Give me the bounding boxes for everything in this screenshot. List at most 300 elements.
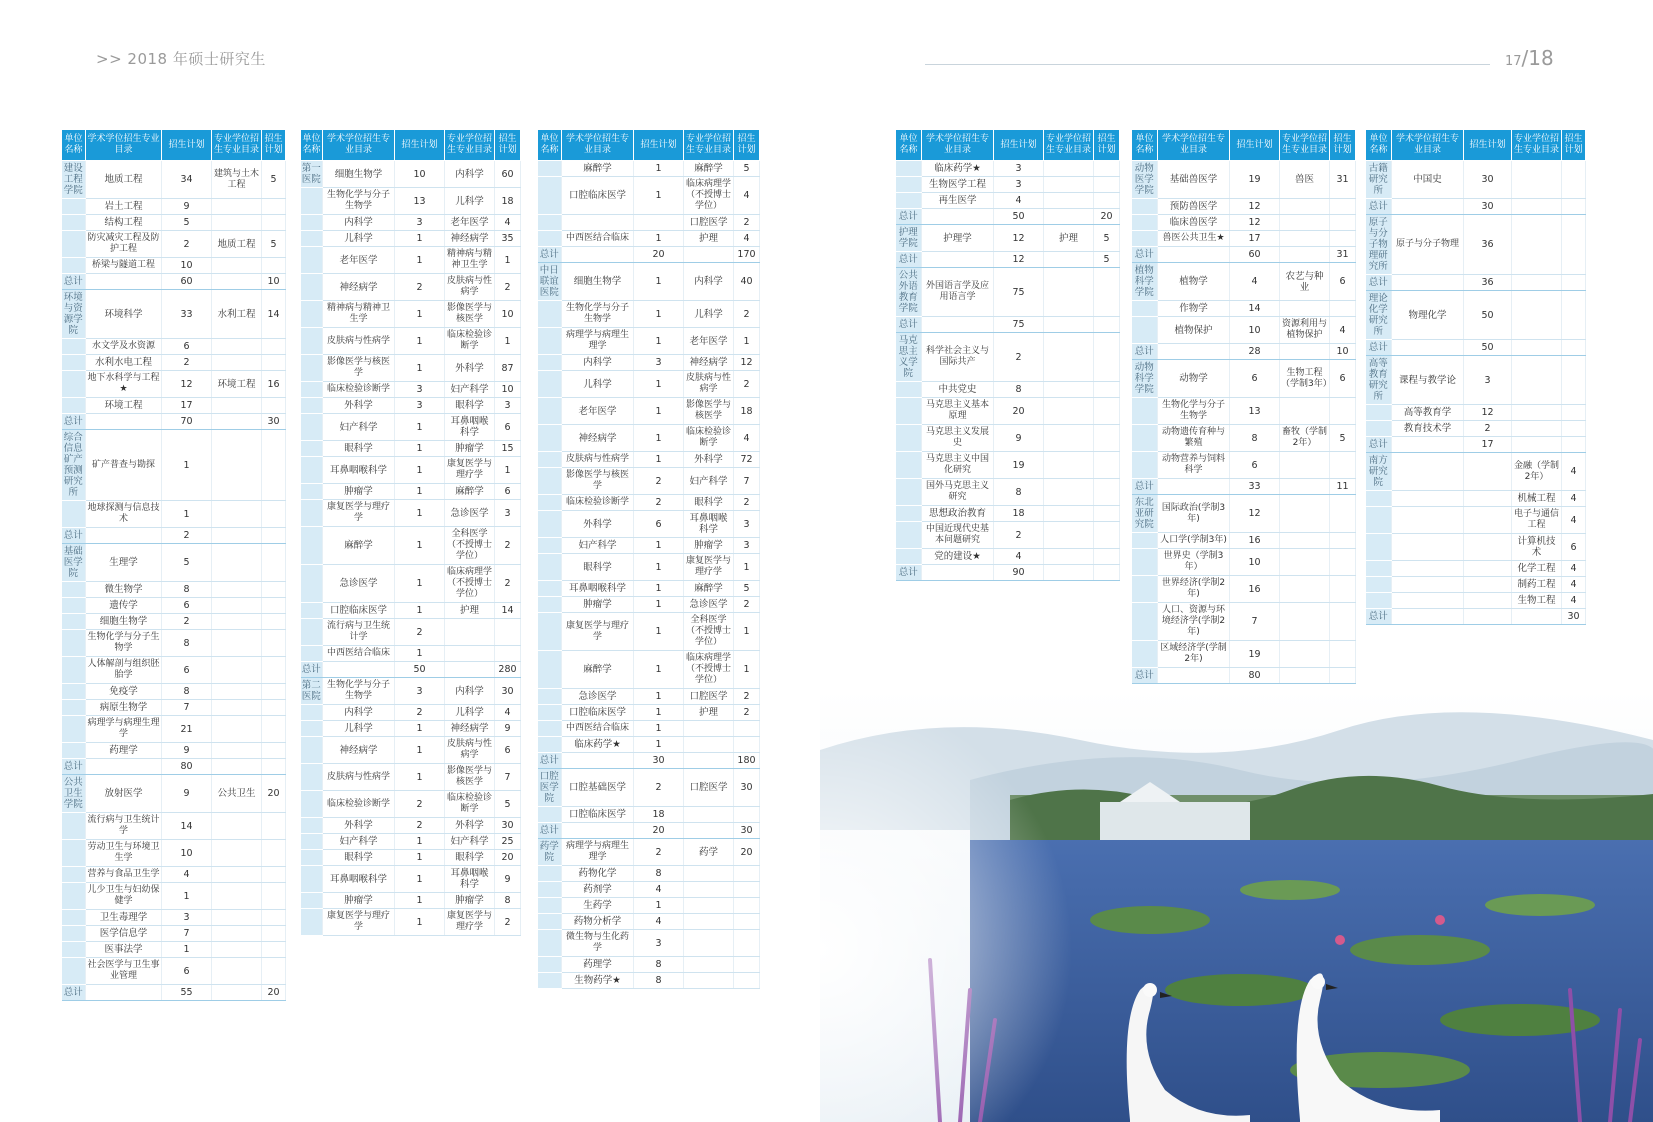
cell-academic-plan: 1 bbox=[395, 764, 445, 791]
cell-professional-program: 儿科学 bbox=[445, 188, 495, 215]
cell-professional-program: 眼科学 bbox=[684, 495, 734, 511]
cell-dept: 公共卫生学院 bbox=[62, 775, 86, 813]
cell-professional-program bbox=[1280, 533, 1330, 549]
cell-professional-plan bbox=[734, 973, 760, 989]
cell-professional-plan bbox=[262, 528, 286, 544]
cell-academic-program: 预防兽医学 bbox=[1158, 199, 1230, 215]
cell-professional-program bbox=[684, 866, 734, 882]
cell-professional-plan: 5 bbox=[495, 791, 521, 818]
cell-dept: 总计 bbox=[1366, 275, 1392, 291]
cell-dept: 总计 bbox=[538, 823, 562, 839]
cell-dept bbox=[62, 657, 86, 684]
col-prof-plan: 招生计划 bbox=[1094, 130, 1120, 161]
cell-professional-program bbox=[684, 247, 734, 263]
cell-professional-plan: 180 bbox=[734, 753, 760, 769]
cell-academic-program bbox=[562, 823, 634, 839]
cell-academic-plan: 28 bbox=[1230, 344, 1280, 360]
table-row bbox=[896, 425, 1120, 452]
cell-professional-plan: 4 bbox=[734, 177, 760, 215]
cell-academic-plan: 7 bbox=[162, 700, 212, 716]
cell-dept bbox=[301, 484, 323, 500]
cell-dept bbox=[896, 177, 922, 193]
cell-academic-program bbox=[922, 317, 994, 333]
cell-professional-program bbox=[1512, 421, 1562, 437]
cell-dept bbox=[62, 813, 86, 840]
cell-professional-program: 肿瘤学 bbox=[445, 441, 495, 457]
cell-professional-plan bbox=[1094, 398, 1120, 425]
cell-academic-plan: 8 bbox=[162, 630, 212, 657]
cell-professional-program bbox=[1044, 506, 1094, 522]
table-row bbox=[896, 506, 1120, 522]
cell-professional-program bbox=[1280, 231, 1330, 247]
table-row bbox=[1366, 534, 1586, 561]
cell-academic-plan: 2 bbox=[162, 231, 212, 258]
cell-professional-plan: 1 bbox=[495, 328, 521, 355]
table-row bbox=[62, 598, 286, 614]
cell-dept: 植物科学学院 bbox=[1132, 263, 1158, 301]
col-professional: 专业学位招生专业目录 bbox=[445, 130, 495, 161]
cell-professional-program bbox=[1044, 252, 1094, 268]
cell-academic-program: 精神病与精神卫生学 bbox=[323, 301, 395, 328]
cell-dept bbox=[1366, 534, 1392, 561]
cell-dept bbox=[301, 818, 323, 834]
cell-professional-program: 耳鼻咽喉科学 bbox=[445, 414, 495, 441]
cell-academic-program: 口腔临床医学 bbox=[562, 177, 634, 215]
cell-professional-program bbox=[684, 882, 734, 898]
table-row bbox=[538, 511, 760, 538]
col-plan: 招生计划 bbox=[1464, 130, 1512, 161]
table-row bbox=[62, 161, 286, 199]
cell-professional-program bbox=[1044, 177, 1094, 193]
cell-academic-plan: 1 bbox=[634, 613, 684, 651]
col-professional: 专业学位招生专业目录 bbox=[1512, 130, 1562, 161]
cell-professional-program bbox=[212, 199, 262, 215]
cell-academic-program bbox=[1158, 247, 1230, 263]
cell-academic-program: 马克思主义中国化研究 bbox=[922, 452, 994, 479]
cell-dept bbox=[538, 452, 562, 468]
cell-academic-program: 皮肤病与性病学 bbox=[323, 764, 395, 791]
cell-academic-plan: 4 bbox=[634, 914, 684, 930]
cell-professional-program: 神经病学 bbox=[684, 355, 734, 371]
table-header-row bbox=[1366, 130, 1586, 161]
table-row bbox=[301, 161, 521, 188]
cell-dept bbox=[301, 603, 323, 619]
total-row bbox=[538, 247, 760, 263]
table-row bbox=[62, 355, 286, 371]
cell-professional-program bbox=[1512, 275, 1562, 291]
cell-professional-program bbox=[684, 753, 734, 769]
cell-professional-program bbox=[1280, 668, 1330, 684]
cell-academic-plan: 1 bbox=[395, 457, 445, 484]
table-row bbox=[1366, 421, 1586, 437]
cell-professional-plan bbox=[1330, 603, 1356, 641]
table-row bbox=[538, 721, 760, 737]
table-row bbox=[896, 225, 1120, 252]
cell-academic-program: 儿科学 bbox=[323, 231, 395, 247]
col-academic: 学术学位招生专业目录 bbox=[922, 130, 994, 161]
cell-professional-plan: 2 bbox=[734, 495, 760, 511]
cell-professional-program: 生物工程（学制3年） bbox=[1280, 360, 1330, 398]
cell-dept: 中日联谊医院 bbox=[538, 263, 562, 301]
table-row bbox=[62, 775, 286, 813]
cell-professional-program: 临床病理学（不授博士学位） bbox=[684, 177, 734, 215]
cell-academic-plan: 1 bbox=[634, 371, 684, 398]
cell-professional-plan: 20 bbox=[1094, 209, 1120, 225]
cell-academic-program: 细胞生物学 bbox=[86, 614, 162, 630]
cell-dept bbox=[538, 231, 562, 247]
cell-academic-plan: 19 bbox=[1230, 641, 1280, 668]
cell-professional-program bbox=[445, 662, 495, 678]
table-row bbox=[538, 301, 760, 328]
table-row bbox=[62, 339, 286, 355]
cell-academic-program: 兽医公共卫生★ bbox=[1158, 231, 1230, 247]
cell-professional-program bbox=[684, 823, 734, 839]
cell-academic-plan: 50 bbox=[1464, 340, 1512, 356]
table-row bbox=[62, 290, 286, 339]
cell-professional-plan: 30 bbox=[262, 414, 286, 430]
cell-academic-plan: 7 bbox=[162, 926, 212, 942]
cell-professional-program bbox=[212, 958, 262, 985]
cell-academic-program: 防灾减灾工程及防护工程 bbox=[86, 231, 162, 258]
col-dept: 单位名称 bbox=[62, 130, 86, 161]
table-row bbox=[301, 678, 521, 705]
cell-academic-program: 神经病学 bbox=[323, 274, 395, 301]
table-row bbox=[301, 457, 521, 484]
cell-professional-plan: 1 bbox=[734, 328, 760, 355]
cell-professional-program bbox=[212, 883, 262, 910]
cell-professional-plan bbox=[734, 721, 760, 737]
cell-academic-plan: 6 bbox=[162, 958, 212, 985]
cell-professional-plan: 8 bbox=[495, 893, 521, 909]
cell-academic-plan: 80 bbox=[162, 759, 212, 775]
cell-professional-plan: 12 bbox=[734, 355, 760, 371]
table-row bbox=[538, 898, 760, 914]
cell-academic-plan: 2 bbox=[395, 274, 445, 301]
cell-dept: 原子与分子物理研究所 bbox=[1366, 215, 1392, 275]
cell-academic-plan: 20 bbox=[634, 823, 684, 839]
table-row bbox=[896, 161, 1120, 177]
cell-professional-program bbox=[1512, 215, 1562, 275]
cell-academic-program: 国外马克思主义研究 bbox=[922, 479, 994, 506]
cell-academic-program: 区域经济学(学制2年) bbox=[1158, 641, 1230, 668]
cell-academic-plan: 8 bbox=[162, 582, 212, 598]
cell-dept bbox=[538, 914, 562, 930]
table-row bbox=[301, 274, 521, 301]
table-row bbox=[538, 177, 760, 215]
cell-academic-program: 生物化学与分子生物学 bbox=[86, 630, 162, 657]
cell-professional-plan bbox=[262, 582, 286, 598]
cell-academic-plan: 36 bbox=[1464, 215, 1512, 275]
cell-professional-program bbox=[1280, 247, 1330, 263]
cell-academic-program bbox=[1392, 507, 1464, 534]
cell-dept bbox=[896, 452, 922, 479]
cell-professional-plan: 4 bbox=[734, 231, 760, 247]
cell-professional-program bbox=[212, 813, 262, 840]
table-row bbox=[1132, 425, 1356, 452]
total-row bbox=[1132, 247, 1356, 263]
table-row bbox=[1132, 161, 1356, 199]
cell-professional-program bbox=[1044, 565, 1094, 581]
cell-professional-program bbox=[212, 926, 262, 942]
cell-professional-plan: 4 bbox=[734, 425, 760, 452]
cell-academic-plan: 1 bbox=[634, 231, 684, 247]
cell-academic-plan: 9 bbox=[162, 743, 212, 759]
cell-dept bbox=[538, 554, 562, 581]
cell-academic-program: 耳鼻咽喉科学 bbox=[562, 581, 634, 597]
col-dept: 单位名称 bbox=[1132, 130, 1158, 161]
cell-dept bbox=[301, 500, 323, 527]
cell-academic-program: 遗传学 bbox=[86, 598, 162, 614]
cell-academic-program bbox=[562, 247, 634, 263]
cell-academic-plan: 20 bbox=[634, 247, 684, 263]
cell-dept bbox=[62, 215, 86, 231]
cell-academic-plan: 6 bbox=[1230, 360, 1280, 398]
col-academic: 学术学位招生专业目录 bbox=[562, 130, 634, 161]
cell-professional-plan bbox=[262, 258, 286, 274]
cell-academic-plan: 2 bbox=[162, 528, 212, 544]
table-row bbox=[301, 737, 521, 764]
cell-academic-plan: 18 bbox=[994, 506, 1044, 522]
cell-professional-plan bbox=[262, 355, 286, 371]
cell-academic-plan: 10 bbox=[1230, 317, 1280, 344]
cell-professional-plan bbox=[1330, 452, 1356, 479]
cell-professional-plan bbox=[262, 544, 286, 582]
col-plan: 招生计划 bbox=[994, 130, 1044, 161]
cell-academic-program: 基础兽医学 bbox=[1158, 161, 1230, 199]
cell-professional-plan: 2 bbox=[734, 689, 760, 705]
total-row bbox=[1132, 668, 1356, 684]
cell-professional-plan bbox=[1562, 421, 1586, 437]
table-row bbox=[538, 613, 760, 651]
cell-academic-plan: 1 bbox=[395, 500, 445, 527]
table-row bbox=[301, 301, 521, 328]
table-row bbox=[301, 247, 521, 274]
cell-dept bbox=[538, 215, 562, 231]
cell-professional-plan: 4 bbox=[1562, 577, 1586, 593]
cell-academic-program: 高等教育学 bbox=[1392, 405, 1464, 421]
cell-professional-program bbox=[212, 942, 262, 958]
table-row bbox=[538, 452, 760, 468]
cell-professional-plan bbox=[1562, 356, 1586, 405]
cell-professional-plan bbox=[1562, 215, 1586, 275]
cell-professional-plan bbox=[1094, 425, 1120, 452]
cell-academic-plan: 5 bbox=[162, 215, 212, 231]
table-row bbox=[538, 807, 760, 823]
cell-professional-program bbox=[212, 339, 262, 355]
cell-academic-plan: 1 bbox=[634, 705, 684, 721]
table-row bbox=[538, 705, 760, 721]
table-row bbox=[538, 689, 760, 705]
cell-academic-plan: 2 bbox=[395, 705, 445, 721]
cell-academic-program: 社会医学与卫生事业管理 bbox=[86, 958, 162, 985]
cell-dept: 总计 bbox=[62, 985, 86, 1001]
cell-academic-plan: 36 bbox=[1464, 275, 1512, 291]
cell-academic-program bbox=[86, 759, 162, 775]
cell-dept bbox=[1132, 215, 1158, 231]
cell-professional-plan bbox=[262, 716, 286, 743]
cell-professional-plan: 11 bbox=[1330, 479, 1356, 495]
cell-professional-program bbox=[212, 598, 262, 614]
cell-dept bbox=[301, 382, 323, 398]
cell-academic-plan: 2 bbox=[634, 468, 684, 495]
cell-professional-plan bbox=[1094, 333, 1120, 382]
cell-dept bbox=[1366, 577, 1392, 593]
table-row bbox=[896, 193, 1120, 209]
cell-academic-program: 药物分析学 bbox=[562, 914, 634, 930]
col-professional: 专业学位招生专业目录 bbox=[1044, 130, 1094, 161]
cell-professional-plan: 6 bbox=[1330, 263, 1356, 301]
cell-academic-plan: 18 bbox=[634, 807, 684, 823]
cell-dept bbox=[301, 398, 323, 414]
cell-professional-program bbox=[1044, 161, 1094, 177]
cell-dept bbox=[538, 807, 562, 823]
table-row bbox=[301, 909, 521, 936]
cell-dept bbox=[1132, 576, 1158, 603]
cell-academic-program: 口腔临床医学 bbox=[323, 603, 395, 619]
cell-professional-program: 皮肤病与性病学 bbox=[684, 371, 734, 398]
table-row bbox=[538, 882, 760, 898]
col-professional: 专业学位招生专业目录 bbox=[684, 130, 734, 161]
cell-professional-program: 公共卫生 bbox=[212, 775, 262, 813]
cell-academic-plan: 2 bbox=[634, 769, 684, 807]
cell-professional-plan bbox=[262, 339, 286, 355]
cell-professional-plan bbox=[262, 840, 286, 867]
cell-professional-program bbox=[1280, 301, 1330, 317]
cell-professional-program bbox=[212, 716, 262, 743]
cell-academic-program: 岩土工程 bbox=[86, 199, 162, 215]
cell-professional-plan: 2 bbox=[495, 527, 521, 565]
cell-academic-plan: 12 bbox=[1230, 495, 1280, 533]
cell-dept bbox=[301, 247, 323, 274]
table-row bbox=[1132, 360, 1356, 398]
cell-academic-program: 党的建设★ bbox=[922, 549, 994, 565]
cell-dept: 马克思主义学院 bbox=[896, 333, 922, 382]
cell-professional-program: 影像医学与核医学 bbox=[445, 764, 495, 791]
cell-academic-plan: 8 bbox=[634, 973, 684, 989]
cell-dept bbox=[1366, 507, 1392, 534]
enrollment-table-3 bbox=[537, 129, 760, 989]
cell-academic-program: 免疫学 bbox=[86, 684, 162, 700]
total-row bbox=[301, 662, 521, 678]
cell-dept bbox=[62, 840, 86, 867]
page-total: /18 bbox=[1521, 46, 1554, 70]
cell-academic-program: 临床检验诊断学 bbox=[323, 382, 395, 398]
cell-professional-plan bbox=[1094, 193, 1120, 209]
col-plan: 招生计划 bbox=[634, 130, 684, 161]
cell-professional-plan: 10 bbox=[1330, 344, 1356, 360]
cell-dept bbox=[301, 850, 323, 866]
cell-academic-plan: 1 bbox=[395, 834, 445, 850]
table-row bbox=[62, 614, 286, 630]
cell-academic-program: 药理学 bbox=[562, 957, 634, 973]
cell-professional-plan bbox=[1562, 291, 1586, 340]
table-row bbox=[538, 866, 760, 882]
cell-academic-program: 国际政治(学制3年) bbox=[1158, 495, 1230, 533]
cell-academic-plan: 50 bbox=[1464, 291, 1512, 340]
cell-academic-plan: 17 bbox=[1230, 231, 1280, 247]
cell-professional-program: 临床检验诊断学 bbox=[445, 791, 495, 818]
total-row bbox=[62, 985, 286, 1001]
cell-professional-plan: 6 bbox=[495, 737, 521, 764]
cell-professional-program bbox=[212, 501, 262, 528]
cell-academic-plan: 8 bbox=[1230, 425, 1280, 452]
cell-academic-program: 课程与教学论 bbox=[1392, 356, 1464, 405]
cell-academic-plan: 12 bbox=[162, 371, 212, 398]
cell-academic-program: 神经病学 bbox=[323, 737, 395, 764]
cell-academic-plan: 2 bbox=[634, 839, 684, 866]
cell-professional-program bbox=[1280, 452, 1330, 479]
cell-academic-plan: 19 bbox=[1230, 161, 1280, 199]
cell-academic-plan: 3 bbox=[162, 910, 212, 926]
table-row bbox=[538, 495, 760, 511]
cell-academic-plan: 30 bbox=[1464, 199, 1512, 215]
cell-academic-program: 生物化学与分子生物学 bbox=[1158, 398, 1230, 425]
cell-professional-plan: 14 bbox=[262, 290, 286, 339]
cell-professional-plan bbox=[495, 619, 521, 646]
cell-academic-plan: 1 bbox=[395, 909, 445, 936]
cell-professional-program bbox=[1044, 193, 1094, 209]
cell-professional-plan: 170 bbox=[734, 247, 760, 263]
cell-academic-program bbox=[922, 209, 994, 225]
cell-academic-plan: 8 bbox=[634, 957, 684, 973]
cell-academic-program bbox=[922, 252, 994, 268]
table-row bbox=[1366, 215, 1586, 275]
cell-academic-plan: 7 bbox=[1230, 603, 1280, 641]
cell-academic-program bbox=[86, 274, 162, 290]
cell-professional-plan bbox=[495, 646, 521, 662]
cell-dept bbox=[301, 737, 323, 764]
table-row bbox=[1132, 495, 1356, 533]
cell-dept: 总计 bbox=[538, 753, 562, 769]
cell-academic-program: 内科学 bbox=[562, 355, 634, 371]
table-row bbox=[1366, 577, 1586, 593]
cell-academic-plan bbox=[1464, 577, 1512, 593]
cell-dept bbox=[1132, 199, 1158, 215]
cell-professional-plan: 1 bbox=[495, 247, 521, 274]
cell-academic-program: 细胞生物学 bbox=[562, 263, 634, 301]
cell-professional-program: 内科学 bbox=[445, 678, 495, 705]
table-row bbox=[62, 926, 286, 942]
cell-academic-plan: 1 bbox=[162, 501, 212, 528]
cell-professional-program: 临床病理学（不授博士学位） bbox=[684, 651, 734, 689]
cell-academic-plan: 1 bbox=[634, 651, 684, 689]
cell-professional-plan bbox=[1094, 452, 1120, 479]
cell-academic-plan: 1 bbox=[395, 441, 445, 457]
cell-professional-plan bbox=[1094, 161, 1120, 177]
table-row bbox=[301, 893, 521, 909]
table-row bbox=[896, 268, 1120, 317]
cell-academic-program bbox=[1392, 561, 1464, 577]
cell-professional-program bbox=[1044, 425, 1094, 452]
cell-dept bbox=[896, 425, 922, 452]
cell-academic-plan: 4 bbox=[162, 867, 212, 883]
cell-professional-plan bbox=[262, 630, 286, 657]
cell-professional-plan bbox=[734, 930, 760, 957]
cell-academic-program: 植物学 bbox=[1158, 263, 1230, 301]
cell-academic-plan: 6 bbox=[634, 511, 684, 538]
table-row bbox=[301, 619, 521, 646]
cell-academic-plan: 75 bbox=[994, 317, 1044, 333]
cell-professional-program: 护理 bbox=[684, 705, 734, 721]
cell-academic-program: 马克思主义基本原理 bbox=[922, 398, 994, 425]
table-row bbox=[1366, 356, 1586, 405]
cell-dept bbox=[301, 619, 323, 646]
cell-professional-plan: 14 bbox=[495, 603, 521, 619]
cell-professional-program bbox=[1044, 522, 1094, 549]
table-row bbox=[896, 452, 1120, 479]
table-row bbox=[301, 721, 521, 737]
cell-academic-plan: 13 bbox=[1230, 398, 1280, 425]
